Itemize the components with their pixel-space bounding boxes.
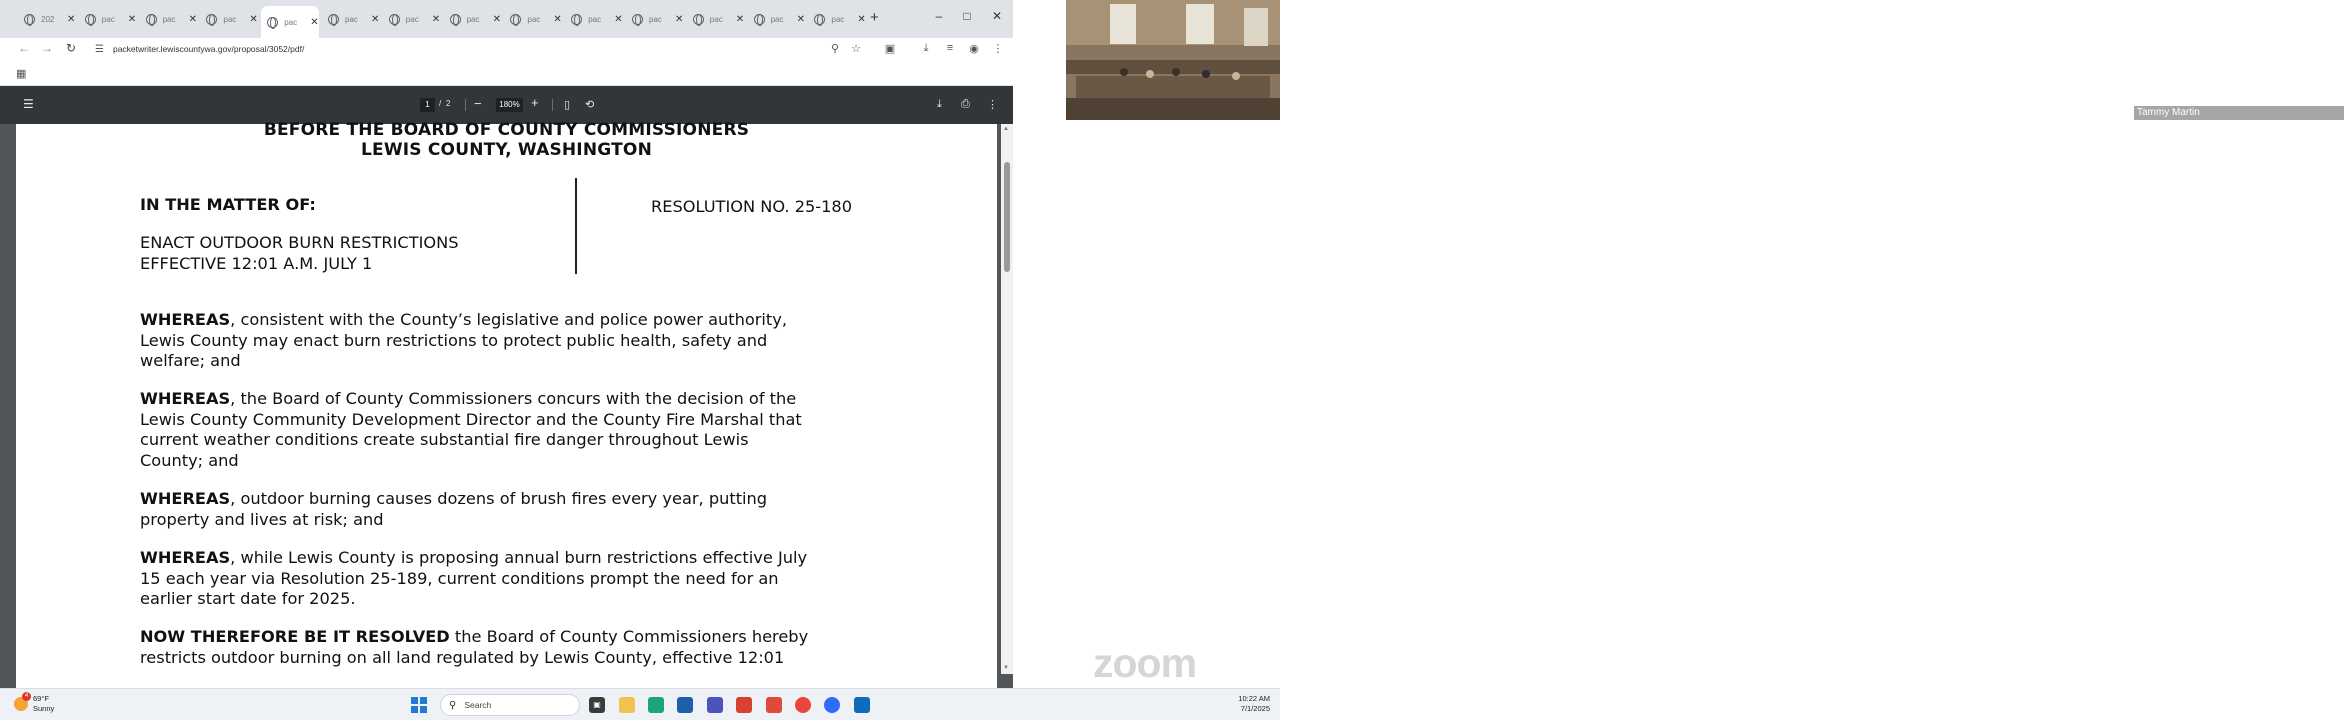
whereas-paragraph bbox=[140, 548, 807, 610]
pdf-scrollbar-thumb[interactable] bbox=[1004, 162, 1010, 272]
globe-icon bbox=[814, 14, 825, 25]
resolution-number: RESOLUTION NO. 25-180 bbox=[651, 197, 853, 216]
browser-menu-icon[interactable]: ⋮ bbox=[992, 43, 1004, 55]
tab-title: pac bbox=[831, 15, 845, 24]
clock-date: 7/1/2025 bbox=[1240, 704, 1270, 713]
profile-icon[interactable]: ◉ bbox=[969, 43, 979, 55]
pdf-menu-icon[interactable]: ☰ bbox=[23, 97, 34, 111]
tab-title: pac bbox=[466, 15, 480, 24]
paragraph-line: Lewis County may enact burn restrictions to protect public health, safety and bbox=[140, 330, 768, 350]
weather-widget[interactable] bbox=[14, 694, 54, 714]
globe-icon bbox=[146, 14, 157, 25]
globe-icon bbox=[450, 14, 461, 25]
browser-tab[interactable] bbox=[444, 9, 502, 30]
tab-title: pac bbox=[770, 15, 784, 24]
new-tab-button[interactable]: + bbox=[870, 9, 879, 26]
close-tab-icon[interactable]: ✕ bbox=[371, 14, 380, 25]
downloads-icon[interactable]: ⤓ bbox=[923, 42, 929, 54]
pdf-toolbar bbox=[0, 86, 1013, 124]
browser-tab[interactable] bbox=[808, 9, 866, 30]
zoom-logo: zoom bbox=[1093, 640, 1197, 686]
minimize-icon[interactable]: – bbox=[935, 9, 943, 23]
tab-title: pac bbox=[284, 17, 298, 27]
globe-icon bbox=[24, 14, 35, 25]
globe-icon bbox=[267, 17, 278, 28]
paragraph-lead: WHEREAS bbox=[140, 310, 231, 329]
resolved-paragraph bbox=[140, 627, 808, 668]
participant-video-thumbnail[interactable] bbox=[1066, 0, 2200, 120]
paragraph-line: earlier start date for 2025. bbox=[140, 589, 356, 609]
paragraph-line: , the Board of County Commissioners concurs with the decision of the bbox=[230, 389, 797, 408]
file-explorer-icon[interactable] bbox=[619, 697, 635, 713]
paragraph-line: , while Lewis County is proposing annual burn restrictions effective July bbox=[230, 548, 808, 567]
search-icon: ⚲ bbox=[449, 699, 457, 711]
paragraph-line: Lewis County Community Development Director and the County Fire Marshal that bbox=[140, 409, 802, 429]
page-separator: / bbox=[439, 99, 442, 108]
maximize-icon[interactable]: □ bbox=[963, 9, 971, 23]
pdf-page bbox=[16, 120, 997, 688]
paragraph-line: welfare; and bbox=[140, 351, 241, 371]
browser-tab[interactable] bbox=[322, 9, 380, 30]
globe-icon bbox=[693, 14, 704, 25]
browser-tab[interactable] bbox=[687, 9, 745, 30]
participant-name: Tammy Martin bbox=[2134, 106, 2344, 120]
paragraph-line: 15 each year via Resolution 25-189, current conditions prompt the need for an bbox=[140, 568, 779, 588]
teams-icon[interactable] bbox=[707, 697, 723, 713]
reload-icon[interactable]: ↻ bbox=[65, 41, 77, 55]
matter-title-line: EFFECTIVE 12:01 A.M. JULY 1 bbox=[140, 254, 373, 273]
globe-icon bbox=[571, 14, 582, 25]
forward-arrow-icon[interactable]: → bbox=[41, 41, 53, 55]
close-tab-icon[interactable]: ✕ bbox=[735, 14, 745, 25]
browser-tab[interactable] bbox=[18, 9, 76, 30]
tab-title: pac bbox=[709, 15, 723, 24]
print-icon[interactable]: ⎙ bbox=[961, 98, 970, 110]
caption-divider-line bbox=[575, 178, 577, 274]
url-text: packetwriter.lewiscountywa.gov/proposal/3052/pdf/ bbox=[112, 44, 305, 54]
tab-title: pac bbox=[649, 15, 662, 24]
sun-weather-icon bbox=[14, 693, 29, 711]
pdf-viewport[interactable] bbox=[0, 120, 1013, 688]
bookmarks-bar bbox=[0, 61, 1013, 86]
browser-tab[interactable] bbox=[626, 9, 684, 30]
taskbar-search[interactable] bbox=[440, 694, 580, 716]
close-tab-icon[interactable]: ✕ bbox=[431, 14, 441, 25]
scroll-up-arrow-icon[interactable]: ▲ bbox=[1003, 126, 1009, 132]
zoom-level-input[interactable]: 180% bbox=[496, 98, 523, 112]
close-tab-icon[interactable]: ✕ bbox=[127, 14, 137, 25]
globe-icon bbox=[510, 14, 521, 25]
chrome-icon[interactable] bbox=[795, 697, 811, 713]
rotate-icon[interactable]: ⟲ bbox=[585, 99, 595, 111]
paragraph-lead: NOW THEREFORE BE IT RESOLVED bbox=[140, 627, 450, 646]
close-tab-icon[interactable]: ✕ bbox=[857, 14, 866, 25]
paragraph-line: property and lives at risk; and bbox=[140, 509, 384, 529]
browser-tab[interactable] bbox=[383, 9, 441, 30]
navigation-bar bbox=[0, 38, 1013, 61]
zoom-in-button[interactable]: + bbox=[531, 95, 539, 110]
system-clock[interactable] bbox=[1214, 694, 1270, 714]
browser-tab[interactable] bbox=[748, 9, 806, 30]
close-tab-icon[interactable]: ✕ bbox=[188, 14, 197, 25]
paragraph-line: , outdoor burning causes dozens of brush fires every year, putting bbox=[230, 489, 768, 508]
task-view-icon[interactable]: ▣ bbox=[589, 697, 605, 713]
page-total: 2 bbox=[446, 99, 451, 108]
paragraph-lead: WHEREAS bbox=[140, 548, 231, 567]
zoom-out-button[interactable]: − bbox=[474, 96, 482, 111]
browser-tab[interactable] bbox=[261, 6, 319, 38]
tab-title: pac bbox=[405, 15, 419, 24]
red-app-icon[interactable] bbox=[736, 697, 752, 713]
paragraph-line: , consistent with the County’s legislative and police power authority, bbox=[230, 310, 788, 329]
meeting-room-video-icon bbox=[1066, 0, 1280, 120]
browser-tab[interactable] bbox=[504, 9, 562, 30]
weather-description: Sunny bbox=[33, 704, 55, 713]
tab-title: pac bbox=[588, 15, 602, 24]
whereas-paragraph bbox=[140, 389, 802, 472]
windows-start-icon[interactable] bbox=[411, 697, 427, 713]
browser-tab[interactable] bbox=[565, 9, 623, 30]
whereas-paragraph bbox=[140, 489, 767, 530]
tab-title: pac bbox=[527, 15, 541, 24]
fit-page-icon[interactable]: ▯ bbox=[564, 99, 571, 111]
globe-icon bbox=[85, 14, 96, 25]
close-tab-icon[interactable]: ✕ bbox=[492, 14, 501, 25]
tab-strip bbox=[0, 0, 1013, 38]
tab-title: pac bbox=[101, 15, 115, 24]
globe-icon bbox=[328, 14, 339, 25]
paragraph-line: the Board of County Commissioners hereby bbox=[449, 627, 809, 646]
close-tab-icon[interactable]: ✕ bbox=[249, 14, 258, 25]
windows-taskbar bbox=[0, 688, 1280, 720]
browser-tab[interactable] bbox=[79, 9, 137, 30]
close-tab-icon[interactable]: ✕ bbox=[796, 14, 805, 25]
apps-grid-icon[interactable]: ▦ bbox=[16, 68, 27, 80]
page-number-input[interactable]: 1 bbox=[420, 98, 435, 112]
back-arrow-icon[interactable]: ← bbox=[18, 41, 30, 55]
zoom-lens-icon[interactable]: ⚲ bbox=[830, 43, 840, 55]
close-tab-icon[interactable]: ✕ bbox=[310, 16, 319, 28]
globe-icon bbox=[754, 14, 765, 25]
close-tab-icon[interactable]: ✕ bbox=[67, 14, 76, 25]
bookmark-star-icon[interactable]: ☆ bbox=[851, 43, 861, 55]
document-header-board: BEFORE THE BOARD OF COUNTY COMMISSIONERS bbox=[263, 120, 750, 140]
paragraph-line: County; and bbox=[140, 451, 239, 471]
address-bar[interactable] bbox=[88, 39, 868, 59]
globe-icon bbox=[206, 14, 217, 25]
globe-icon bbox=[389, 14, 400, 25]
tab-title: 202 bbox=[41, 15, 55, 24]
outlook-icon[interactable] bbox=[854, 697, 870, 713]
whereas-paragraph bbox=[140, 310, 787, 372]
paragraph-line: restricts outdoor burning on all land regulated by Lewis County, effective 12:01 bbox=[140, 647, 785, 667]
browser-tab[interactable] bbox=[140, 9, 198, 30]
pdf-download-icon[interactable]: ⤓ bbox=[937, 98, 942, 110]
document-header-county: LEWIS COUNTY, WASHINGTON bbox=[360, 140, 652, 160]
clock-time: 10:22 AM bbox=[1238, 694, 1270, 703]
matter-label: IN THE MATTER OF: bbox=[140, 195, 316, 214]
browser-window bbox=[0, 0, 1013, 688]
globe-icon bbox=[632, 14, 643, 25]
toolbar-divider bbox=[552, 99, 553, 111]
toolbar-divider bbox=[465, 99, 466, 111]
search-label: Search bbox=[464, 700, 492, 710]
cast-icon[interactable]: ▣ bbox=[884, 43, 896, 55]
tab-title: pac bbox=[223, 15, 237, 24]
site-info-icon[interactable]: ☰ bbox=[95, 43, 104, 55]
pdf-more-icon[interactable]: ⋮ bbox=[987, 99, 998, 111]
close-tab-icon[interactable]: ✕ bbox=[614, 14, 623, 25]
close-tab-icon[interactable]: ✕ bbox=[553, 14, 562, 25]
weather-temperature: 69°F bbox=[33, 694, 49, 703]
zoom-app-icon[interactable] bbox=[824, 697, 840, 713]
matter-title-line: ENACT OUTDOOR BURN RESTRICTIONS bbox=[140, 233, 459, 252]
close-tab-icon[interactable]: ✕ bbox=[675, 14, 684, 25]
paragraph-line: current weather conditions create substantial fire danger throughout Lewis bbox=[140, 430, 749, 450]
store-icon[interactable] bbox=[677, 697, 693, 713]
red-app-icon[interactable] bbox=[766, 697, 782, 713]
notification-badge: 4 bbox=[22, 692, 31, 701]
tab-search-icon[interactable]: ≡ bbox=[946, 42, 954, 54]
paragraph-lead: WHEREAS bbox=[140, 389, 231, 408]
tab-title: pac bbox=[162, 15, 176, 24]
scroll-down-arrow-icon[interactable]: ▼ bbox=[1003, 665, 1009, 671]
close-window-icon[interactable]: ✕ bbox=[991, 9, 1003, 23]
browser-tab[interactable] bbox=[200, 9, 258, 30]
tab-title: pac bbox=[345, 15, 358, 24]
edge-browser-icon[interactable] bbox=[648, 697, 664, 713]
paragraph-lead: WHEREAS bbox=[140, 489, 231, 508]
